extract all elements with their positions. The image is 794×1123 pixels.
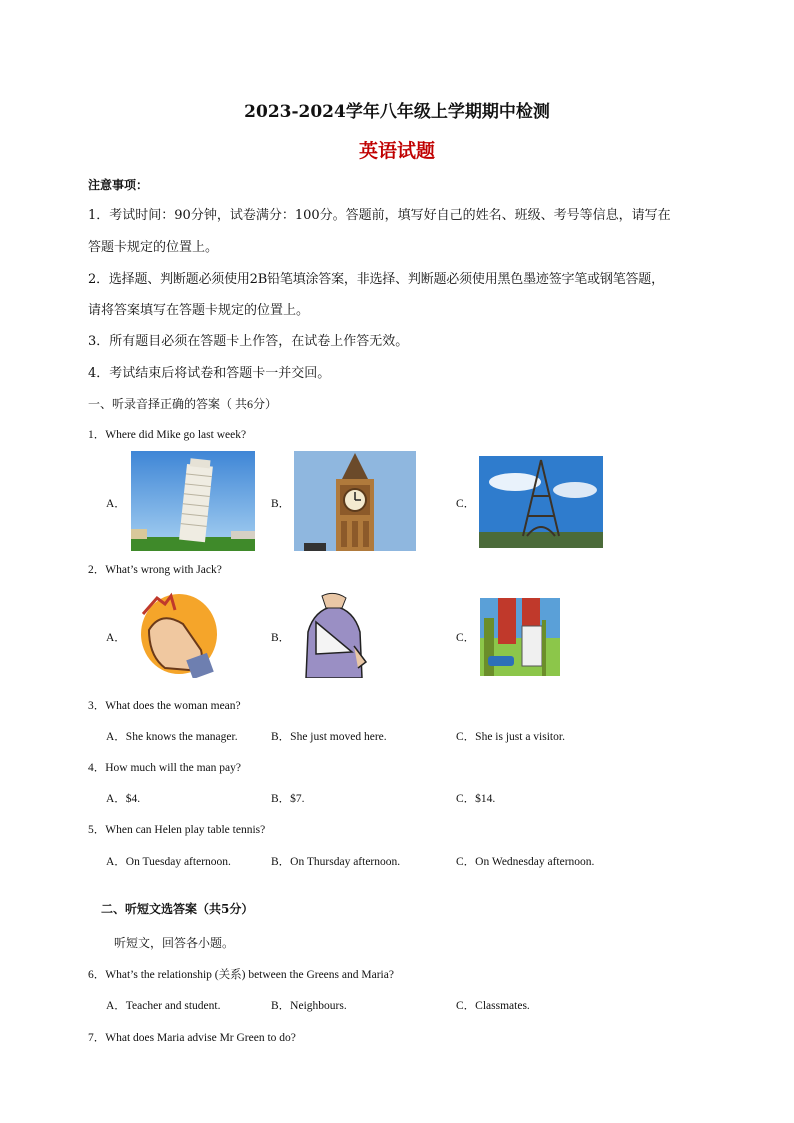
- big-ben-image: [294, 451, 416, 551]
- q4-option-c[interactable]: C．$14.: [456, 793, 496, 805]
- notes-item-2-line-2: 请将答案填写在答题卡规定的位置上。: [88, 303, 310, 318]
- q2-question: 2．What’s wrong with Jack?: [88, 564, 222, 576]
- q1-option-b[interactable]: B．: [271, 498, 291, 510]
- arm-sling-image: [296, 592, 372, 678]
- q6-option-a[interactable]: A．Teacher and student.: [106, 1000, 221, 1012]
- notes-item-4: 4．考试结束后将试卷和答题卡一并交回。: [88, 366, 331, 381]
- q4-question: 4．How much will the man pay?: [88, 762, 241, 774]
- q3-option-b[interactable]: B．She just moved here.: [271, 731, 387, 743]
- notes-heading: 注意事项：: [88, 178, 149, 192]
- q5-option-b[interactable]: B．On Thursday afternoon.: [271, 856, 401, 868]
- q1-option-c[interactable]: C．: [456, 498, 476, 510]
- q6-option-c[interactable]: C．Classmates.: [456, 1000, 530, 1012]
- q3-question: 3．What does the woman mean?: [88, 700, 241, 712]
- q5-option-c[interactable]: C．On Wednesday afternoon.: [456, 856, 595, 868]
- hurt-hand-image: [131, 590, 217, 678]
- q5-option-a[interactable]: A．On Tuesday afternoon.: [106, 856, 231, 868]
- q4-option-b[interactable]: B．$7.: [271, 793, 305, 805]
- q2-option-a[interactable]: A．: [106, 632, 126, 644]
- notes-item-2-line-1: 2．选择题、判断题必须使用2B铅笔填涂答案，非选择、判断题必须使用黑色墨迹签字笔或钢笔答题，: [88, 272, 664, 287]
- q3-option-a[interactable]: A．She knows the manager.: [106, 731, 238, 743]
- page-title: 2023-2024学年八年级上学期期中检测: [244, 102, 550, 122]
- q7-question: 7．What does Maria advise Mr Green to do?: [88, 1032, 296, 1044]
- notes-item-1-line-1: 1．考试时间：90分钟，试卷满分：100分。答题前，填写好自己的姓名、班级、考号等信息，请写在: [88, 208, 671, 223]
- q6-question: 6．What’s the relationship (关系) between the Greens and Maria?: [88, 969, 394, 981]
- notes-item-3: 3．所有题目必须在答题卡上作答，在试卷上作答无效。: [88, 334, 409, 349]
- broken-leg-image: [480, 598, 560, 676]
- q5-question: 5．When can Helen play table tennis?: [88, 824, 266, 836]
- q2-option-c[interactable]: C．: [456, 632, 476, 644]
- section1-heading: 一、听录音择正确的答案（ 共6分）: [88, 397, 278, 411]
- q1-question: 1．Where did Mike go last week?: [88, 429, 247, 441]
- page-subtitle: 英语试题: [358, 140, 435, 162]
- notes-item-1-line-2: 答题卡规定的位置上。: [88, 240, 219, 255]
- q3-option-c[interactable]: C．She is just a visitor.: [456, 731, 565, 743]
- q1-option-a[interactable]: A．: [106, 498, 126, 510]
- section2-instruction: 听短文，回答各小题。: [114, 936, 235, 950]
- section2-heading: 二、听短文选答案（共5分）: [101, 902, 254, 916]
- leaning-tower-image: [131, 451, 255, 551]
- eiffel-tower-image: [479, 456, 603, 548]
- q4-option-a[interactable]: A．$4.: [106, 793, 141, 805]
- q2-option-b[interactable]: B．: [271, 632, 291, 644]
- q6-option-b[interactable]: B．Neighbours.: [271, 1000, 347, 1012]
